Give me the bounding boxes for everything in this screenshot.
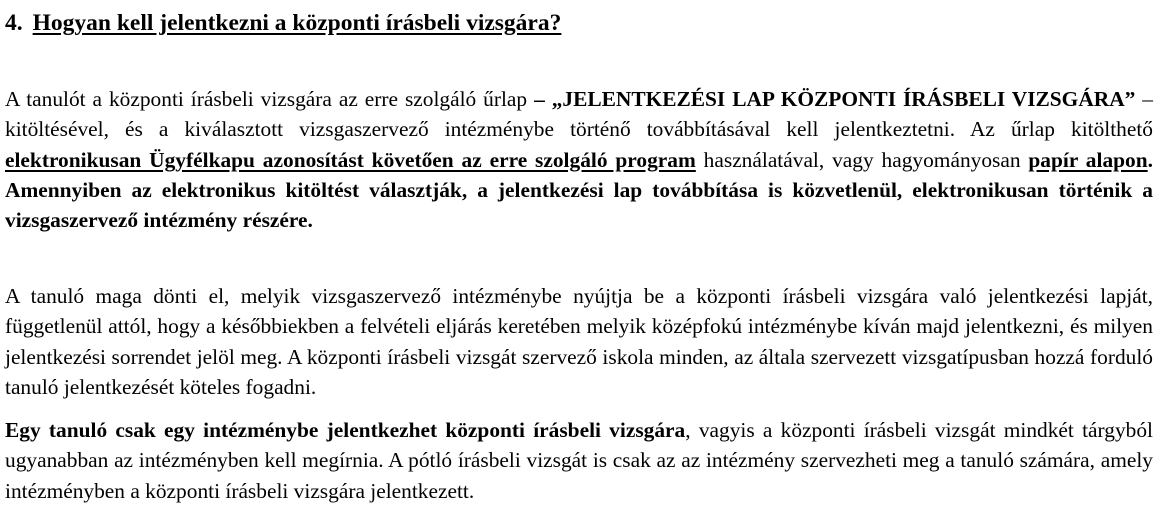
section-heading — [5, 6, 561, 40]
paragraph2-text: A tanuló maga dönti el, melyik vizsgaszervező intézménybe nyújtja be a központi írásbeli vizsgára való jelentkezési lapját, függetlenül attól, hogy a későbbiekben a felvételi eljárás keretében melyik középfokú intézménybe kíván majd jelentkezni, és milyen jelentkezési sorrendet jelöl meg. A központi írásbeli vizsgát szervező iskola minden, az általa szervezett vizsgatípusban hozzá forduló tanuló jelentkezését köteles fogadni. — [5, 284, 1153, 399]
paragraph-application-form — [5, 84, 1153, 235]
electronic-submission-note: . Amennyiben az elektronikus kitöltést választják, a jelentkezési lap továbbítása is közvetlenül, elektronikusan történik a vizsgaszervező intézmény részére. — [5, 147, 1153, 233]
section-number: 4. — [5, 10, 23, 36]
paragraph3-text: , vagyis a központi írásbeli vizsgát mindkét tárgyból ugyanabban az intézményben kell megírnia. A pótló írásbeli vizsgát is csak az az intézmény szervezheti meg a tanuló számára, amely intézményben a központi írásbeli vizsgára jelentkezett. — [5, 418, 1153, 503]
form-name: – „JELENTKEZÉSI LAP KÖZPONTI ÍRÁSBELI VIZSGÁRA” — [534, 87, 1136, 111]
section-title: Hogyan kell jelentkezni a központi írásbeli vizsgára? — [32, 10, 562, 36]
electronic-option: elektronikusan Ügyfélkapu azonosítást követően az erre szolgáló program — [5, 147, 696, 172]
paragraph-institution-choice — [5, 281, 1153, 402]
single-institution-rule: Egy tanuló csak egy intézménybe jelentkezhet központi írásbeli vizsgára — [5, 418, 686, 442]
paragraph1-text-1: A tanulót a központi írásbeli vizsgára az erre szolgáló űrlap — [5, 87, 535, 111]
paragraph-single-institution — [5, 415, 1153, 506]
paragraph1-text-2: – kitöltésével, és a kiválasztott vizsgaszervező intézménybe történő továbbításával kell jelentkeztetni. Az űrlap kitölthető — [5, 87, 1153, 142]
paragraph1-text-3: használatával, vagy hagyományosan — [695, 147, 1029, 172]
paper-option: papír alapon — [1028, 147, 1148, 172]
